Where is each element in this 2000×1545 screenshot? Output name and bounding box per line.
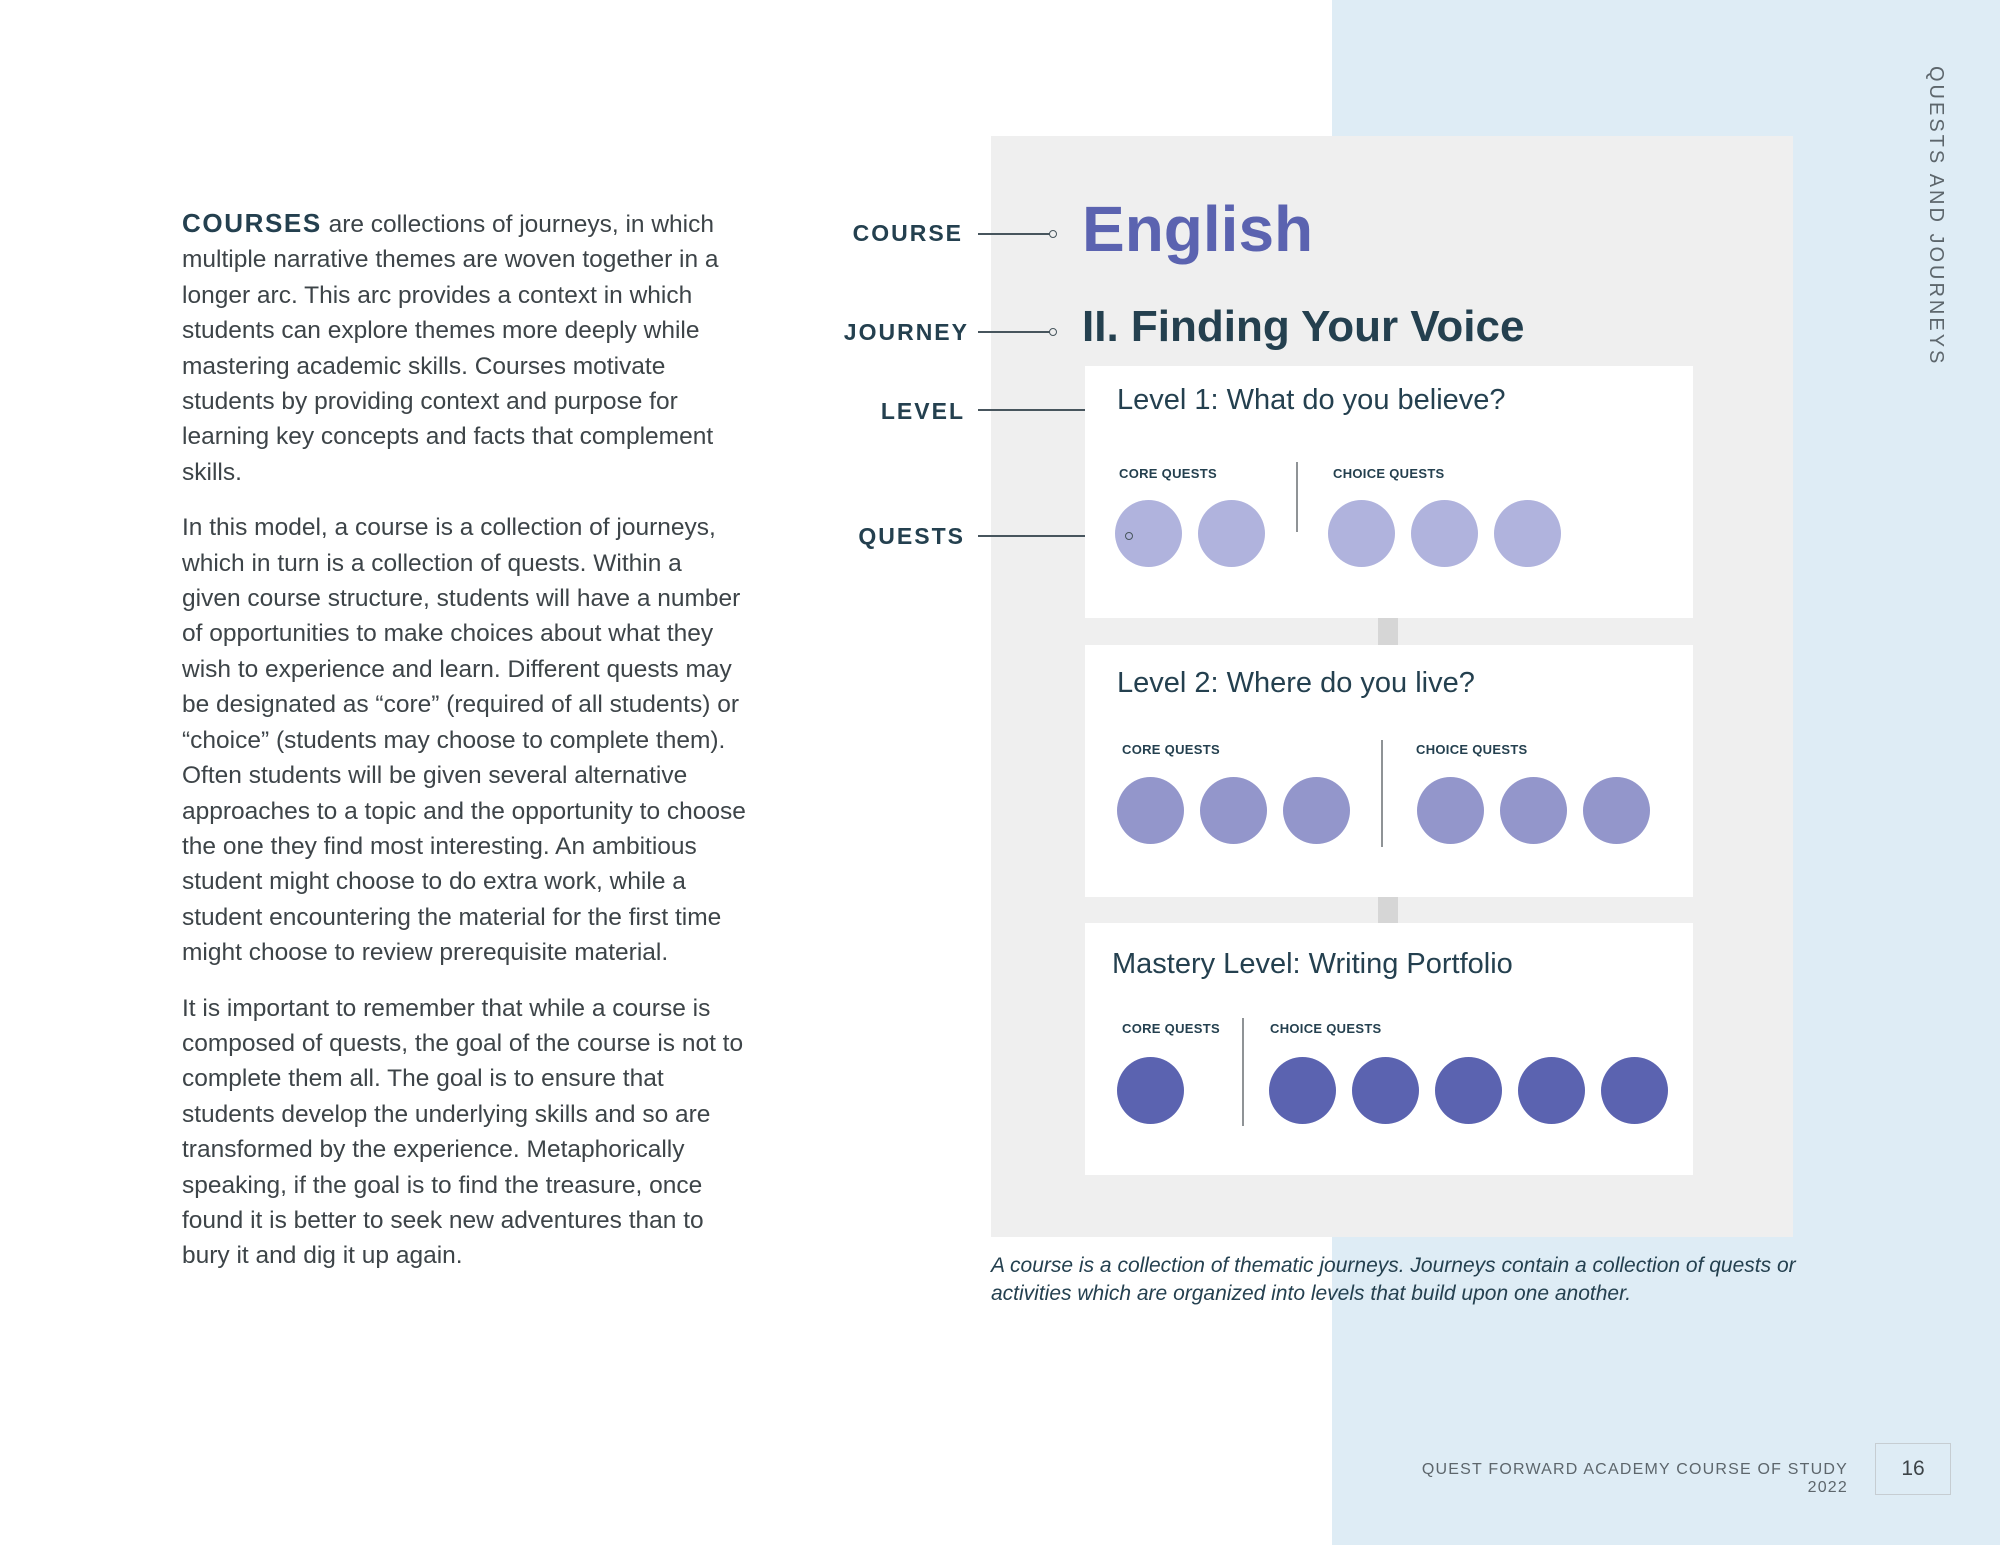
core-quests-row	[1117, 777, 1350, 844]
core-quest-circle	[1198, 500, 1265, 567]
choice-quest-circle	[1494, 500, 1561, 567]
choice-quests-label: CHOICE QUESTS	[1333, 466, 1445, 481]
level-card-mastery	[1085, 923, 1693, 1175]
label-journey: JOURNEY	[843, 319, 969, 345]
label-quests: QUESTS	[858, 523, 965, 549]
core-quests-row	[1117, 1057, 1184, 1124]
choice-quest-circle	[1500, 777, 1567, 844]
footer-text: QUEST FORWARD ACADEMY COURSE OF STUDY 2022	[1421, 1461, 1848, 1496]
level-card-1	[1085, 366, 1693, 618]
choice-quests-row	[1328, 500, 1561, 567]
level-connector	[1378, 896, 1398, 923]
core-quest-circle	[1117, 1057, 1184, 1124]
paragraph-3: It is important to remember that while a course is composed of quests, the goal of the course is not to complete them all. The goal is to ensure that students develop the underlying skills and so are transformed by the experience. Metaphorically speaking, if the goal is to find the treasure, once found it is better to seek new adventures than to bury it and dig it up again.	[182, 994, 744, 1270]
choice-quest-circle	[1601, 1057, 1668, 1124]
pointer-line-course	[978, 233, 1052, 235]
core-quests-row	[1115, 500, 1265, 567]
figure-caption: A course is a collection of thematic journeys. Journeys contain a collection of quests or activities which are organized into levels that build upon one another.	[991, 1254, 1796, 1305]
level-title: Level 2: Where do you live?	[1117, 667, 1475, 699]
pointer-dot-course	[1049, 230, 1057, 238]
course-name: English	[1082, 193, 1314, 265]
core-quest-circle	[1117, 777, 1184, 844]
quest-divider	[1296, 462, 1298, 532]
journey-name: II. Finding Your Voice	[1082, 302, 1525, 351]
choice-quest-circle	[1583, 777, 1650, 844]
choice-quest-circle	[1435, 1057, 1502, 1124]
choice-quests-row	[1269, 1057, 1668, 1124]
pointer-dot-quests	[1125, 532, 1133, 540]
choice-quest-circle	[1518, 1057, 1585, 1124]
label-course: COURSE	[852, 220, 963, 246]
choice-quest-circle	[1411, 500, 1478, 567]
lead-word: COURSES	[182, 208, 322, 238]
pointer-line-journey	[978, 331, 1052, 333]
core-quest-circle	[1200, 777, 1267, 844]
core-quests-label: CORE QUESTS	[1122, 1021, 1220, 1036]
pointer-dot-journey	[1049, 328, 1057, 336]
paragraph-1	[182, 206, 747, 490]
quest-divider	[1242, 1018, 1244, 1126]
paragraph-2: In this model, a course is a collection of journeys, which in turn is a collection of quests. Within a given course structure, students will have a number of opportunities to make choices about what they wish to experience and learn. Different quests may be designated as “core” (required of all students) or “choice” (students may choose to complete them). Often students will be given several alternative approaches to a topic and the opportunity to choose the one they find most interesting. An ambitious student might choose to do extra work, while a student encountering the material for the first time might choose to review prerequisite material.	[182, 514, 746, 967]
level-connector	[1378, 618, 1398, 645]
level-title: Level 1: What do you believe?	[1117, 384, 1506, 416]
choice-quest-circle	[1417, 777, 1484, 844]
pointer-line-level	[978, 409, 1098, 411]
choice-quest-circle	[1328, 500, 1395, 567]
quest-divider	[1381, 740, 1383, 847]
level-title: Mastery Level: Writing Portfolio	[1112, 948, 1513, 980]
paragraph-1-text: are collections of journeys, in which multiple narrative themes are woven together in a longer arc. This arc provides a context in which students can explore themes more deeply while mastering academic skills. Courses motivate students by providing context and purpose for learning key concepts and facts that complement skills.	[182, 211, 719, 486]
core-quest-circle	[1283, 777, 1350, 844]
core-quests-label: CORE QUESTS	[1119, 466, 1217, 481]
choice-quest-circle	[1352, 1057, 1419, 1124]
choice-quests-label: CHOICE QUESTS	[1270, 1021, 1382, 1036]
section-title-vertical: QUESTS AND JOURNEYS	[1925, 66, 1947, 367]
label-level: LEVEL	[880, 398, 965, 424]
level-card-2	[1085, 645, 1693, 897]
choice-quests-label: CHOICE QUESTS	[1416, 742, 1528, 757]
choice-quest-circle	[1269, 1057, 1336, 1124]
page-number: 16	[1875, 1443, 1951, 1495]
core-quests-label: CORE QUESTS	[1122, 742, 1220, 757]
choice-quests-row	[1417, 777, 1650, 844]
body-text	[182, 206, 747, 1294]
